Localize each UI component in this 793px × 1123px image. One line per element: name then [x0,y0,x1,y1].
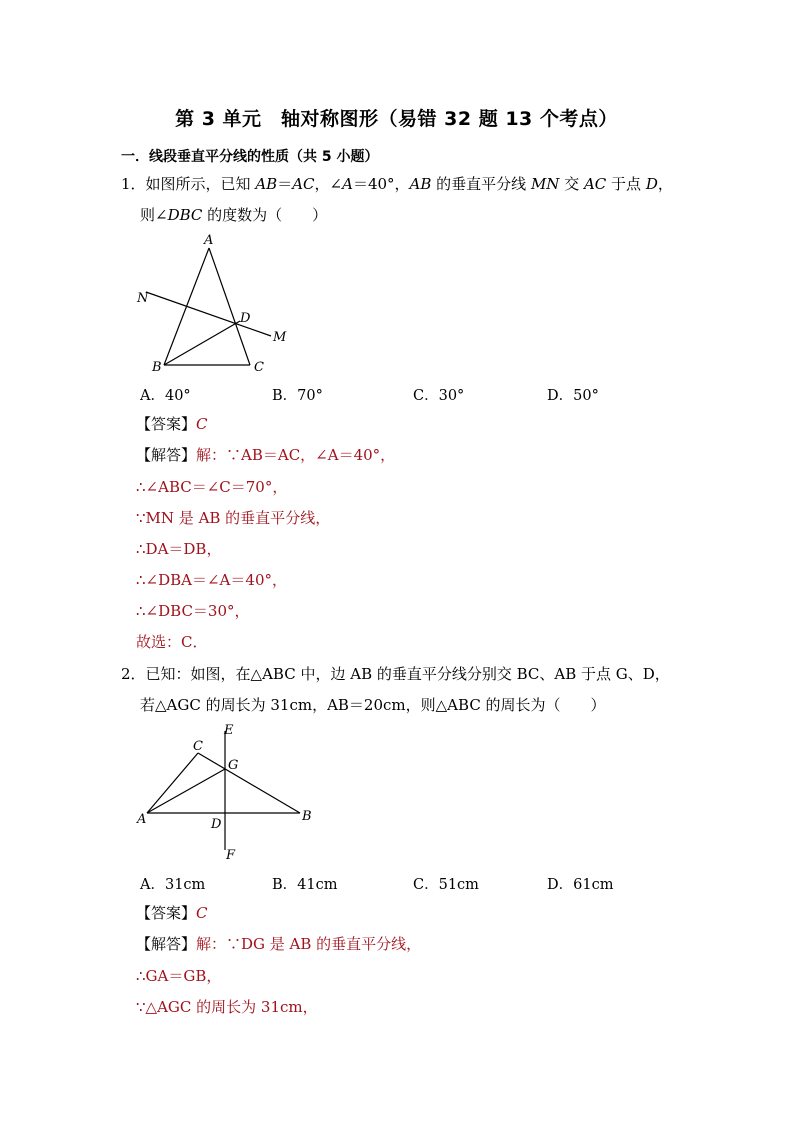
question-1-line-1 [121,174,673,194]
segment-ac [147,753,198,813]
label-d: D [211,817,222,832]
stem-text: 交 [559,175,584,193]
label-m: M [273,330,287,345]
section-heading: 一．线段垂直平分线的性质（共 5 小题） [121,149,379,165]
stem-text: 则∠ [140,206,168,224]
label-g: G [228,758,239,773]
option-c: C．30° [413,388,465,404]
solution-text: 解：∵DG 是 AB 的垂直平分线， [196,935,422,953]
math-var: DBC [167,206,203,224]
math-var: AB [255,175,278,193]
math-var: MN [530,175,560,193]
option-a: A．40° [140,388,191,404]
solution-line: ∴GA＝GB， [136,967,222,985]
label-d: D [240,311,251,326]
math-var: AC [583,175,607,193]
solution-line: 故选：C． [136,633,208,651]
question-number: 2． [121,665,146,683]
label-e: E [224,723,234,738]
option-d: D．61cm [547,877,614,893]
stem-text: 于点 [606,175,646,193]
label-c: C [193,739,203,754]
stem-text: 已知：如图，在△ABC 中，边 AB 的垂直平分线分别交 BC、AB 于点 G、D， [145,665,670,683]
solution-line: ∵MN 是 AB 的垂直平分线， [136,509,331,527]
question-1-line-2 [140,205,327,225]
segment-cb [198,753,300,813]
label-n: N [137,291,149,306]
option-b: B．41cm [272,877,338,893]
option-d: D．50° [547,388,599,404]
label-a: A [137,812,147,827]
stem-text: 的垂直平分线 [431,175,531,193]
solution-line: ∴∠DBA＝∠A＝40°， [136,571,287,589]
solution-line [136,445,395,465]
label-a: A [204,233,214,248]
answer-tag: 【答案】 [136,904,197,922]
label-b: B [302,809,312,824]
answer-line [136,903,208,923]
stem-text: 如图所示，已知 [145,175,256,193]
stem-text: ＝ [277,175,293,193]
option-c: C．51cm [413,877,479,893]
answer-tag: 【答案】 [136,415,197,433]
solution-tag: 【解答】 [136,935,197,953]
solution-text: 解：∵AB＝AC，∠A＝40°， [196,446,396,464]
stem-text: 的度数为（ ） [202,206,328,224]
question-number: 1． [121,175,146,193]
label-f: F [226,848,236,863]
math-var: A [342,175,353,193]
answer-line [136,414,208,434]
figure-1 [132,232,292,377]
option-a: A．31cm [140,877,206,893]
solution-tag: 【解答】 [136,446,197,464]
label-c: C [254,360,264,375]
solution-line: ∴∠ABC＝∠C＝70°， [136,478,288,496]
answer-value: C [196,415,208,433]
option-b: B．70° [272,388,323,404]
solution-line [136,934,421,954]
stem-text: ，∠ [314,175,343,193]
segment-ac [209,248,250,365]
page-title: 第 3 单元 轴对称图形（易错 32 题 13 个考点） [175,108,618,130]
stem-text: ＝40°， [352,175,410,193]
segment-bd [164,321,240,365]
question-2-line-2: 若△AGC 的周长为 31cm，AB＝20cm，则△ABC 的周长为（ ） [140,696,606,714]
stem-text: ， [657,175,673,193]
answer-value: C [196,904,208,922]
solution-line: ∴DA＝DB， [136,540,222,558]
question-2-line-1 [121,664,670,684]
segment-ag [147,769,225,813]
solution-line: ∴∠DBC＝30°， [136,602,250,620]
math-var: D [645,175,658,193]
solution-line: ∵△AGC 的周长为 31cm， [136,998,318,1016]
figure-2 [132,720,322,865]
label-b: B [152,360,162,375]
math-var: AB [409,175,432,193]
math-var: AC [292,175,315,193]
line-mn [146,292,271,336]
